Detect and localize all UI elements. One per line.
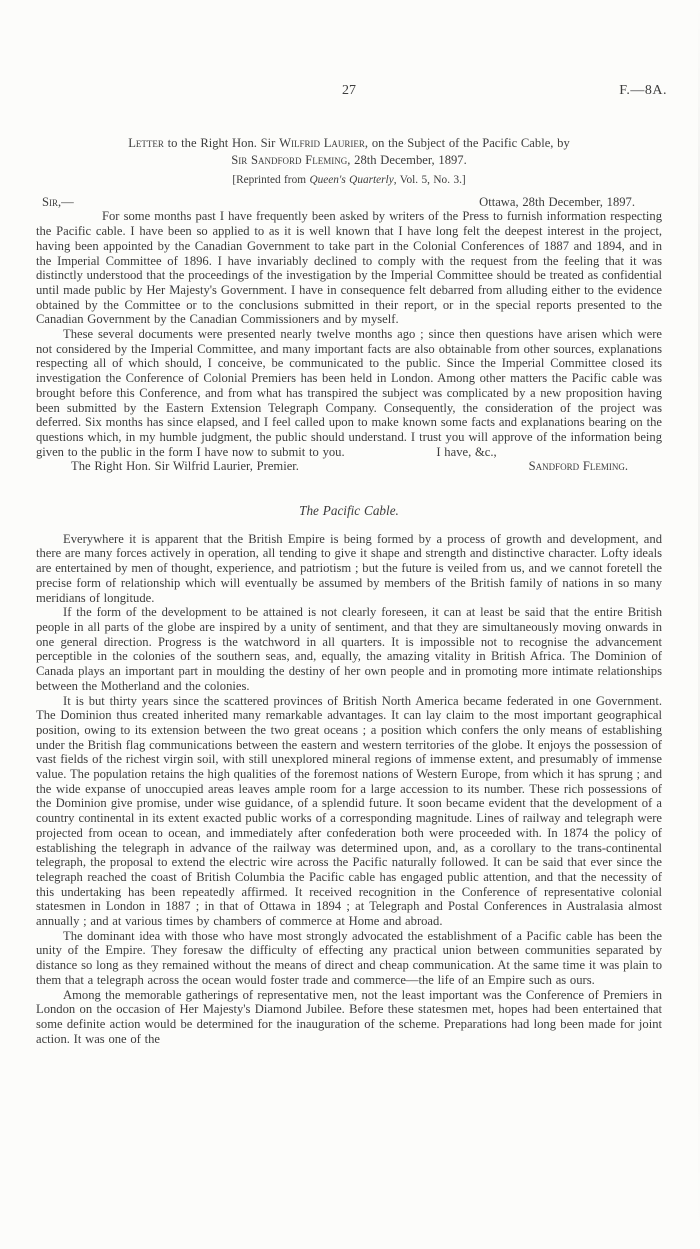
salutation-row <box>36 195 662 210</box>
letter-heading <box>36 135 662 168</box>
letter-heading-date: , 28th December, 1897. <box>347 152 467 167</box>
letter-heading-author: Sir Sandford Fleming <box>231 152 348 167</box>
page-number: 27 <box>342 83 356 98</box>
addressee-line: The Right Hon. Sir Wilfrid Laurier, Premier. <box>71 459 299 474</box>
article-title: The Pacific Cable. <box>299 503 399 519</box>
letter-paragraph-1-text: For some months past I have frequently been asked by writers of the Press to furnish information respecting the Pacific cable. I have been so applied to as it is well known that I have long felt the deepest interest in the project, having been appointed by the Canadian Government to take part in the Colonial Conferences of 1887 and 1894, and in the Imperial Committee of 1896. I have invariably declined to comply with the request from the feeling that it was distinctly understood that the proceedings of the investigation by the Imperial Committee should be treated as confidential until made public by Her Majesty's Government. I have in consequence felt debarred from alluding either to the evidence obtained by the Committee or to the conclusions submitted in their report, or in the special reports presented to the Canadian Government by the Canadian Commissioners and by myself. <box>36 209 662 327</box>
letter-paragraph-2-text: These several documents were presented nearly twelve months ago ; since then questions have arisen which were not considered by the Imperial Committee, and many important facts are also obtainable from other sources, explanations respecting all of which should, I conceive, be communicated to the public. Since the Imperial Committee closed its investigation the Conference of Colonial Premiers has been held in London. Among other matters the Pacific cable was brought before this Conference, and from what has transpired the subject was complicated by a new proposition having been submitted by the Eastern Extension Telegraph Company. Consequently, the consideration of the project was deferred. Six months has since elapsed, and I feel called upon to make known some facts and explanations bearing on the questions which, in my humble judgment, the public should understand. I trust you will approve of the information being given to the public in the form I have now to submit to you. <box>36 327 662 459</box>
page-header <box>36 83 667 102</box>
letter-paragraph-2 <box>36 327 662 459</box>
letter-heading-mid2: , on the Subject of the Pacific Cable, by <box>364 136 570 150</box>
article-paragraph-4: The dominant idea with those who have most strongly advocated the establishment of a Pacific cable has been the unity of the Empire. They foresaw the difficulty of effecting any practical union between communities separated by distance so long as they remained without the means of direct and cheap communication. At the same time it was plain to them that a telegraph across the ocean would foster trade and commerce—the life of an Empire such as ours. <box>36 928 662 987</box>
letter-heading-addressee: Wilfrid Laurier <box>279 136 365 150</box>
letter-heading-mid1: to the Right Hon. Sir <box>163 136 280 150</box>
document-reference: F.—8A. <box>619 83 667 98</box>
letter-heading-lead: Letter <box>128 136 164 150</box>
article-paragraph-2: If the form of the development to be attained is not clearly foreseen, it can at least be said that the entire British people in all parts of the globe are inspired by a unity of sentiment, and that they are simultaneously moving onwards in one general direction. Progress is the watchword in all quarters. It is impossible not to recognise the advancement perceptible in the colonies of the southern seas, and, equally, the amazing vitality in British Africa. The Dominion of Canada plays an important part in moulding the destiny of her own people and in promoting more intimate relationships between the Motherland and the colonies. <box>36 605 662 693</box>
article-paragraph-5: Among the memorable gatherings of representative men, not the least important was the Conference of Premiers in London on the occasion of Her Majesty's Diamond Jubilee. Before these statesmen met, hopes had been entertained that some definite action would be determined for the inauguration of the scheme. Preparations had long been made for joint action. It was one of the <box>36 987 662 1046</box>
signature: Sandford Fleming. <box>528 459 628 474</box>
source-note-prefix: [Reprinted from <box>232 174 310 186</box>
valediction: I have, &c., <box>436 444 497 459</box>
source-note-suffix: , Vol. 5, No. 3.] <box>393 174 466 186</box>
signoff-row <box>36 459 662 474</box>
source-note <box>36 173 662 188</box>
dateline: Ottawa, 28th December, 1897. <box>479 194 635 209</box>
article-paragraph-1: Everywhere it is apparent that the British Empire is being formed by a process of growth and development, and there are many forces actively in operation, all tending to give it shape and strength and distinctive character. Lofty ideals are entertained by men of thought, experience, and patriotism ; but the future is veiled from us, and we cannot foretell the precise form of relationship which will eventually be assumed by members of the British family of nations in so many meridians of longitude. <box>36 531 662 605</box>
source-note-journal: Queen's Quarterly <box>309 174 394 186</box>
letter-paragraph-1 <box>36 209 662 327</box>
salutation: Sir,— <box>42 194 74 209</box>
article-paragraph-3: It is but thirty years since the scattered provinces of British North America became federated in one Government. The Dominion thus created inherited many remarkable advantages. It can lay claim to the most important geographical position, owing to its extension between the two great oceans ; a position which confers the only means of establishing under the British flag communications between the eastern and western territories of the globe. It enjoys the possession of vast fields of the richest virgin soil, with still unexplored mineral regions of immense extent, and presumably of immense value. The population retains the high qualities of the foremost nations of Western Europe, from which it has sprung ; and the wide expanse of unoccupied areas leaves ample room for a large accession to its number. These rich possessions of the Dominion give promise, under wise guidance, of a splendid future. It soon became evident that the development of a country continental in its extent exacted public works of a corresponding magnitude. Lines of railway and telegraph were projected from ocean to ocean, and immediately after confederation both were proceeded with. In 1874 the policy of establishing the telegraph in advance of the railway was determined upon, and, as a corollary to the trans-continental telegraph, the proposal to extend the electric wire across the Pacific naturally followed. It can be said that ever since the telegraph reached the coast of British Columbia the Pacific cable has engaged public attention, and that the necessity of this undertaking has been repeatedly affirmed. It received recognition in the Conference of representative colonial statesmen in London in 1887 ; in that of Ottawa in 1894 ; at Telegraph and Postal Conferences in Australasia almost annually ; and at various times by chambers of commerce at Home and abroad. <box>36 693 662 929</box>
